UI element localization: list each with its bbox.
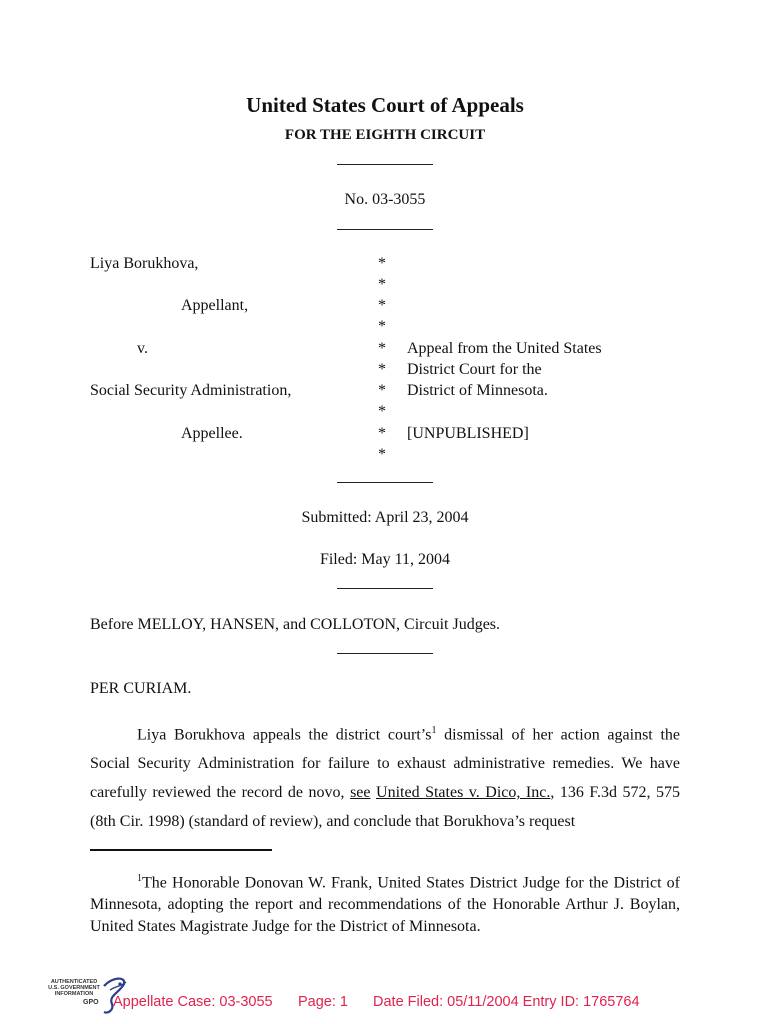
opinion-heading: PER CURIAM. [90,680,192,697]
opinion-text: dismissal of her action against the Social Security Administration for failure to exhaust administrative remedies. We have carefully reviewed the record de novo, [90,726,680,802]
opinion-text: Liya Borukhova appeals the district court’s [137,726,432,744]
caption-star: * [378,318,386,335]
case-number: No. 03-3055 [344,191,426,208]
submitted-date: Submitted: April 23, 2004 [301,509,469,526]
caption-star: * [378,361,386,378]
versus: v. [137,340,148,357]
divider [337,482,433,483]
divider [337,229,433,230]
footer-date-entry: Date Filed: 05/11/2004 Entry ID: 1765764 [373,994,640,1010]
caption-star: * [378,382,386,399]
opinion-paragraph [90,716,680,836]
appellee-name: Social Security Administration, [90,382,292,399]
appellant-role: Appellant, [181,297,249,314]
unpublished-label: [UNPUBLISHED] [407,425,529,442]
appeal-from-line: Appeal from the United States [407,340,602,357]
signal-see: see [350,784,371,802]
caption-star: * [378,276,386,293]
caption-star: * [378,255,386,272]
logo-text-line: U.S. GOVERNMENT [48,985,100,991]
divider [337,588,433,589]
caption-star: * [378,446,386,463]
caption-star: * [378,425,386,442]
logo-text-line: INFORMATION [54,991,94,997]
footnote [90,868,680,938]
filed-date: Filed: May 11, 2004 [319,551,451,568]
case-citation: United States v. Dico, Inc. [376,784,551,802]
footer-page: Page: 1 [298,994,348,1010]
logo-gpo-text: GPO [83,999,99,1006]
divider [337,653,433,654]
footnote-mark: 1 [137,873,142,884]
appeal-from-line: District of Minnesota. [407,382,548,399]
caption-star: * [378,340,386,357]
circuit-heading: FOR THE EIGHTH CIRCUIT [284,127,486,143]
appellee-role: Appellee. [181,425,243,442]
footnote-text: The Honorable Donovan W. Frank, United States District Judge for the District of Minnesota, adopting the report and recommendations of the Honorable Arthur J. Boylan, United States Magistrate Judge for the District of Minnesota. [90,874,680,936]
caption-star: * [378,403,386,420]
appeal-from-line: District Court for the [407,361,542,378]
panel-judges: Before MELLOY, HANSEN, and COLLOTON, Circuit Judges. [90,616,501,633]
court-title: United States Court of Appeals [246,93,524,117]
caption-star: * [378,297,386,314]
opinion-text: , 136 F.3d 572, 575 (8th Cir. 1998) (standard of review), and conclude that Borukhova’s request [90,784,680,831]
footnote-rule [90,849,272,851]
logo-text-line: AUTHENTICATED [50,979,98,985]
appellant-name: Liya Borukhova, [90,255,199,272]
footnote-reference: 1 [431,725,437,736]
divider [337,164,433,165]
footer-case-number: Appellate Case: 03-3055 [113,994,273,1010]
